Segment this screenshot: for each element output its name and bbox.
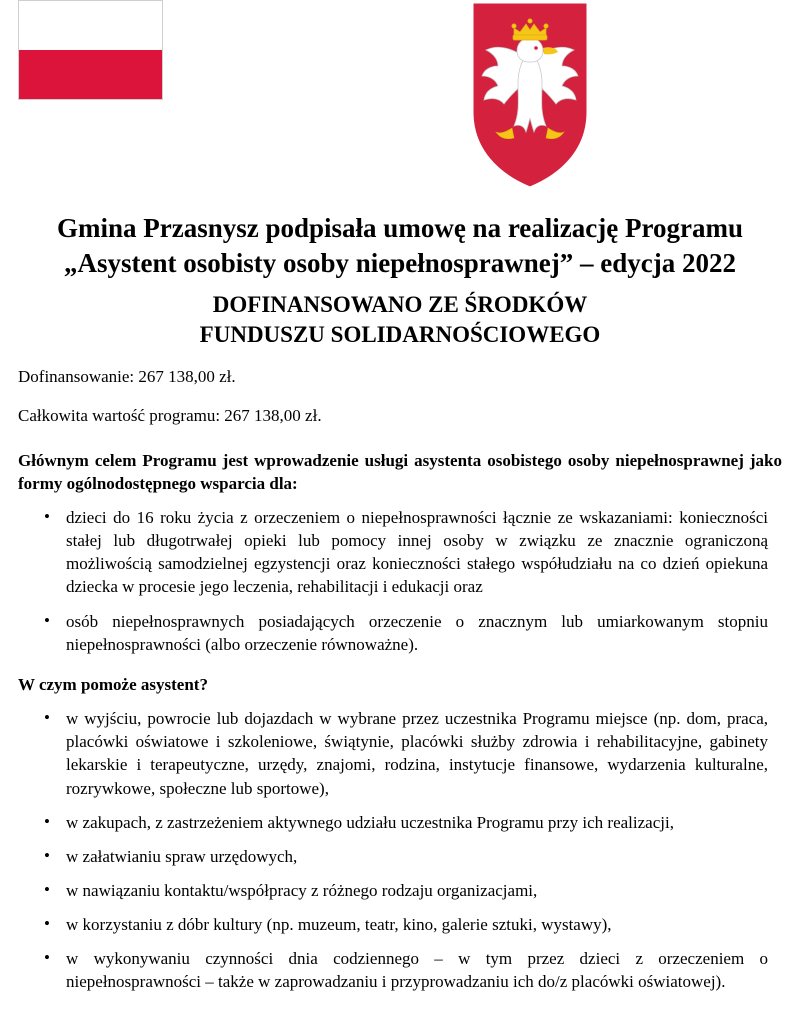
total-program-value: Całkowita wartość programu: 267 138,00 zł. [18,405,322,425]
funding-subtitle-line2: FUNDUSZU SOLIDARNOŚCIOWEGO [199,321,601,347]
funding-subtitle-line1: DOFINANSOWANO ZE ŚRODKÓW [212,292,588,318]
polish-flag-icon [18,0,163,100]
flag-red-stripe [19,50,162,99]
funding-amount: Dofinansowanie: 267 138,00 zł. [18,366,236,386]
document-body [18,366,782,993]
list-item: • w załatwianiu spraw urzędowych, [66,845,782,868]
list-item: • w nawiązaniu kontaktu/współpracy z różnego rodzaju organizacjami, [66,879,782,902]
target-groups-list [18,506,782,657]
list-item: • w zakupach, z zastrzeżeniem aktywnego udziału uczestnika Programu przy ich realizacji, [66,811,782,834]
list-item: • w wykonywaniu czynności dnia codziennego – w tym przez dzieci z orzeczeniem o niepełnosprawności – także w zaprowadzaniu i przyprowadzaniu ich do/z placówki oświatowej). [66,947,782,993]
assistant-help-question: W czym pomoże asystent? [18,675,208,695]
emblem-row [0,0,800,205]
list-item: • w korzystaniu z dóbr kultury (np. muzeum, teatr, kino, galerie sztuki, wystawy), [66,913,782,936]
funding-subtitle [40,290,760,350]
services-list [18,707,782,993]
page-title: Gmina Przasnysz podpisała umowę na realizację Programu „Asystent osobisty osoby niepełnosprawnej” – edycja 2022 [57,213,743,278]
program-goal-lead: Głównym celem Programu jest wprowadzenie usługi asystenta osobistego osoby niepełnosprawnej jako formy ogólnodostępnego wsparcia dla: [18,450,782,493]
list-item: • osób niepełnosprawnych posiadających orzeczenie o znacznym lub umiarkowanym stopniu niepełnosprawności (albo orzeczenie równoważne). [66,610,782,656]
list-item: • w wyjściu, powrocie lub dojazdach w wybrane przez uczestnika Programu miejsce (np. dom, praca, placówki oświatowe i szkoleniowe, świątynie, placówki służby zdrowia i rehabilitacyjne, gabinety lekarskie i terapeutyczne, urzędy, znajomi, rodzina, instytucje finansowe, wydarzenia kulturalne, rozrywkowe, społeczne lub sportowe), [66,707,782,799]
flag-white-stripe [19,1,162,50]
list-item: • dzieci do 16 roku życia z orzeczeniem o niepełnosprawności łącznie ze wskazaniami: konieczności stałej lub długotrwałej opieki lub pomocy innej osoby w związku ze znacznie ograniczoną możliwością samodzielnej egzystencji oraz konieczności stałego współudziału na co dzień opiekuna dziecka w procesie jego leczenia, rehabilitacji i edukacji oraz [66,506,782,598]
polish-coat-of-arms-icon [470,0,590,190]
